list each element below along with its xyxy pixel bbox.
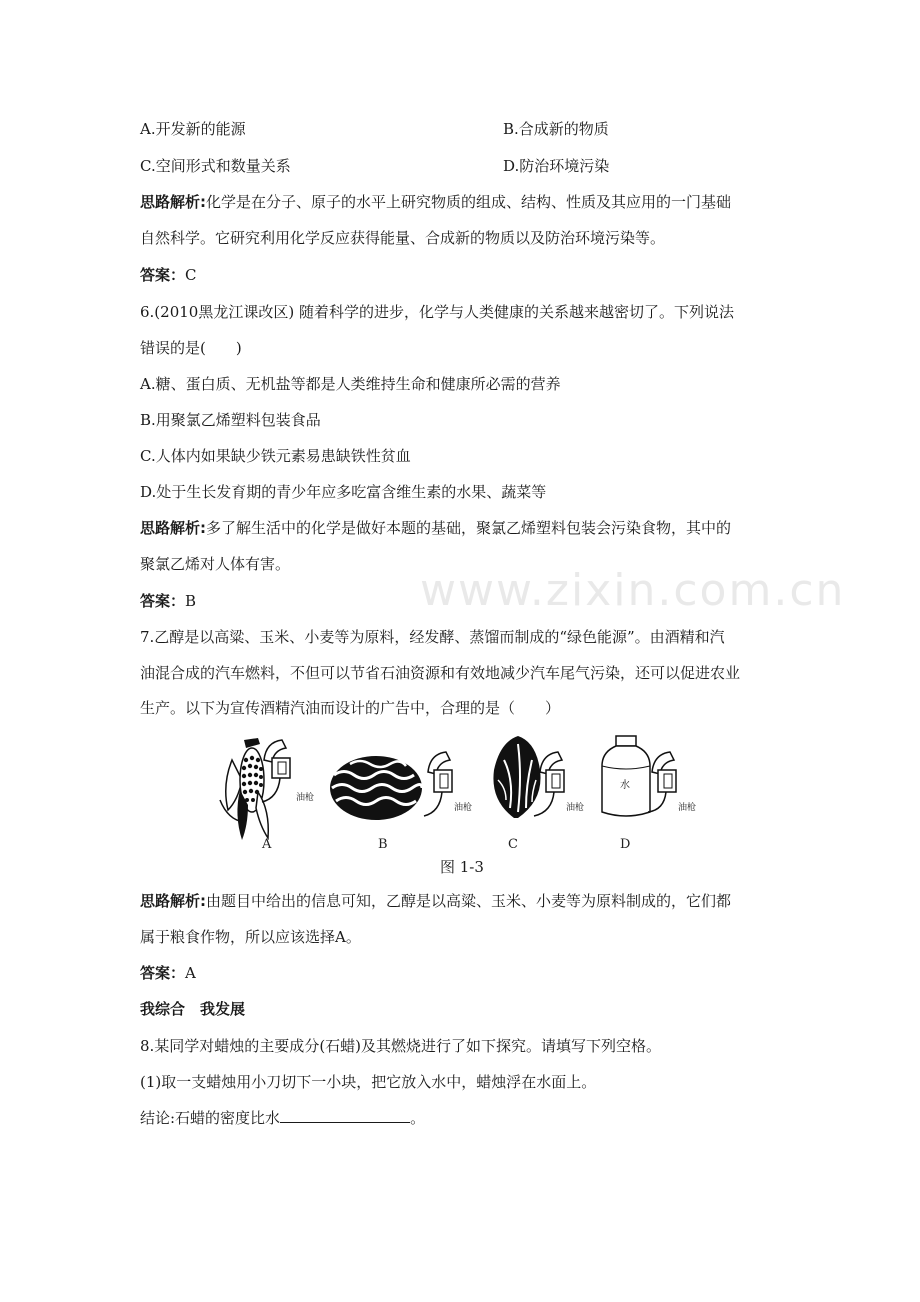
fuel-pump-c [534, 752, 584, 816]
conclusion-prefix: 结论:石蜡的密度比水 [140, 1109, 281, 1127]
analysis-label: 思路解析: [140, 519, 206, 537]
analysis-label: 思路解析: [140, 193, 206, 211]
analysis-label: 思路解析: [140, 892, 206, 910]
answer-label: 答案： [140, 592, 186, 610]
panel-label-b: B [378, 837, 388, 852]
pump-label-b: 油枪 [454, 803, 473, 813]
fuel-pump-a [262, 740, 314, 803]
q6-analysis-line2: 聚氯乙烯对人体有害。 [140, 555, 291, 573]
q8-part1: (1)取一支蜡烛用小刀切下一小块，把它放入水中，蜡烛浮在水面上。 [140, 1073, 597, 1091]
q6-analysis-line1 [140, 518, 731, 538]
q5-option-c: C.空间形式和数量关系 [140, 157, 291, 175]
corn-illustration [220, 738, 268, 840]
panel-label-d: D [620, 837, 631, 852]
q6-option-d: D.处于生长发育期的青少年应多吃富含维生素的水果、蔬菜等 [140, 483, 547, 501]
answer-label: 答案： [140, 964, 186, 982]
answer-value: C [185, 266, 197, 284]
q7-answer [140, 963, 196, 983]
q5-option-a: A.开发新的能源 [140, 120, 246, 138]
q5-analysis-line2: 自然科学。它研究利用化学反应获得能量、合成新的物质以及防治环境污染等。 [140, 229, 666, 247]
q6-stem-line1: 6.(2010黑龙江课改区) 随着科学的进步，化学与人类健康的关系越来越密切了。下列说法 [140, 303, 734, 321]
q6-option-b: B.用聚氯乙烯塑料包装食品 [140, 411, 321, 429]
figure-caption: 图 1-3 [440, 858, 484, 876]
section-title: 我综合 我发展 [140, 1000, 246, 1018]
fuel-pump-b [424, 752, 472, 816]
q7-stem-line3: 生产。以下为宣传酒精汽油而设计的广告中，合理的是（ ） [140, 699, 561, 717]
q7-analysis-line1 [140, 891, 731, 911]
watermelon-illustration [330, 756, 422, 820]
q8-stem: 8.某同学对蜡烛的主要成分(石蜡)及其燃烧进行了如下探究。请填写下列空格。 [140, 1037, 662, 1055]
water-label: 水 [620, 780, 630, 791]
cabbage-illustration [493, 736, 540, 818]
pump-label-d: 油枪 [678, 803, 697, 813]
q7-stem-line1: 7.乙醇是以高粱、玉米、小麦等为原料，经发酵、蒸馏而制成的“绿色能源”。由酒精和汽 [140, 628, 725, 646]
q5-option-b: B.合成新的物质 [503, 120, 609, 138]
pump-label-a: 油枪 [296, 793, 315, 803]
panel-label-c: C [508, 837, 518, 852]
analysis-text: 多了解生活中的化学是做好本题的基础，聚氯乙烯塑料包装会污染食物，其中的 [206, 519, 732, 537]
answer-label: 答案： [140, 266, 186, 284]
analysis-text: 由题目中给出的信息可知，乙醇是以高粱、玉米、小麦等为原料制成的，它们都 [206, 892, 732, 910]
q6-stem-line2: 错误的是( ) [140, 339, 242, 357]
q8-conclusion [140, 1108, 425, 1128]
answer-value: B [185, 592, 197, 610]
q6-answer [140, 591, 196, 611]
conclusion-suffix: 。 [410, 1109, 426, 1127]
answer-value: A [185, 964, 196, 982]
q5-answer [140, 265, 197, 285]
analysis-text: 化学是在分子、原子的水平上研究物质的组成、结构、性质及其应用的一门基础 [206, 193, 732, 211]
answer-blank[interactable] [280, 1108, 410, 1123]
panel-label-a: A [262, 837, 272, 852]
water-bottle-illustration [602, 736, 650, 816]
watermark: www.zixin.com.cn [420, 565, 846, 616]
pump-label-c: 油枪 [566, 803, 585, 813]
q6-option-c: C.人体内如果缺少铁元素易患缺铁性贫血 [140, 447, 411, 465]
fuel-pump-d [648, 752, 696, 813]
q7-stem-line2: 油混合成的汽车燃料，不但可以节省石油资源和有效地减少汽车尾气污染，还可以促进农业 [140, 664, 741, 682]
q5-analysis-line1 [140, 192, 731, 212]
figure-1-3 [214, 730, 714, 855]
q6-option-a: A.糖、蛋白质、无机盐等都是人类维持生命和健康所必需的营养 [140, 375, 561, 393]
q5-option-d: D.防治环境污染 [503, 157, 610, 175]
q7-analysis-line2: 属于粮食作物，所以应该选择A。 [140, 928, 361, 946]
